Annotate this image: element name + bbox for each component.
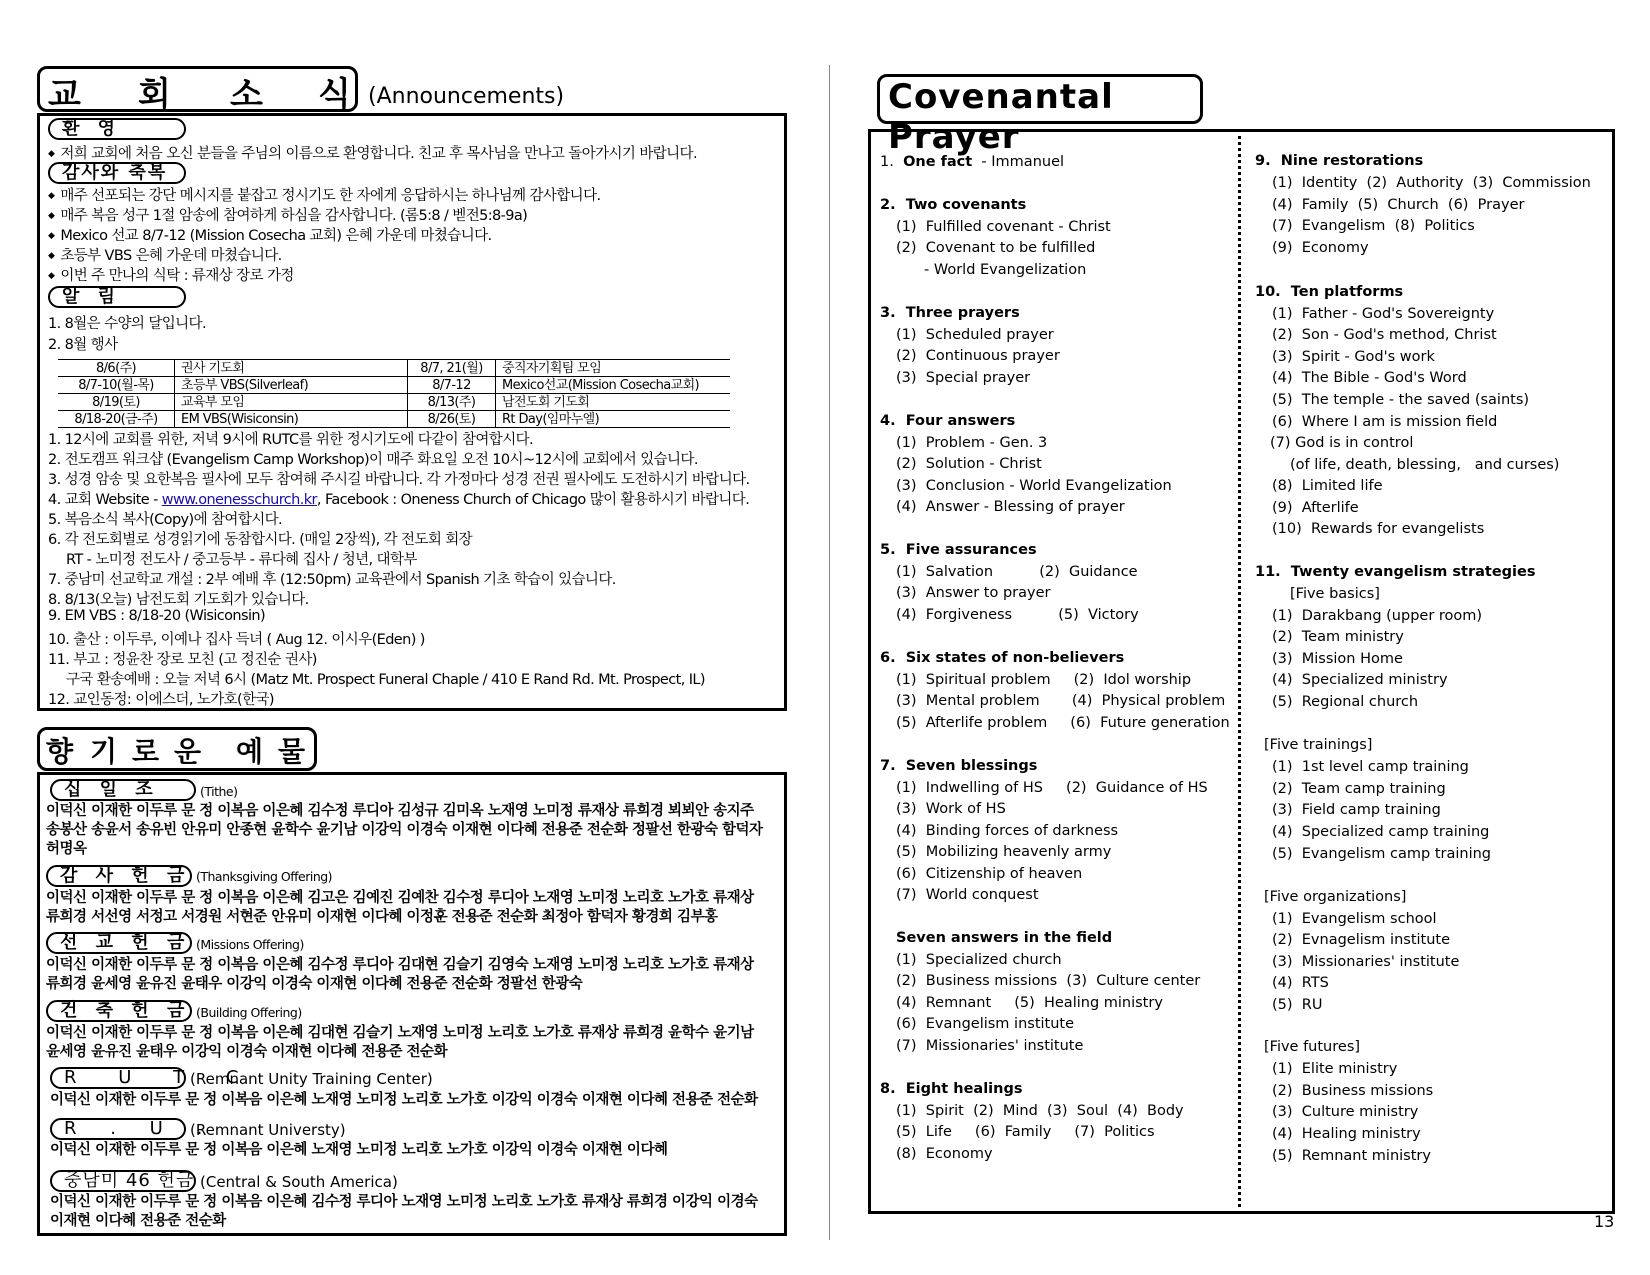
prayer-col1-item: (4) Answer - Blessing of prayer: [896, 499, 1125, 515]
notice-item: 7. 중남미 선교학교 개설 : 2부 예배 후 (12:50pm) 교육관에서 Spanish 기초 학습이 있습니다.: [48, 572, 616, 588]
prayer-col2-item: [Five organizations]: [1264, 889, 1407, 905]
thanks-label: 감사와 축복: [48, 162, 186, 184]
prayer-col2-item: [Five futures]: [1264, 1039, 1361, 1055]
prayer-col1-item: (3) Work of HS: [896, 801, 1006, 817]
column-divider: [1238, 129, 1241, 1214]
prayer-col1-item: (2) Solution - Christ: [896, 456, 1042, 472]
notice-item: 1. 12시에 교회를 위한, 저녁 9시에 RUTC를 위한 정시기도에 다같이 참여합시다.: [48, 432, 534, 448]
notice-item: 5. 복음소식 복사(Copy)에 참여합시다.: [48, 512, 283, 528]
prayer-col1-item: (1) Fulfilled covenant - Christ: [896, 219, 1111, 235]
prayer-col1-item: (5) Mobilizing heavenly army: [896, 844, 1112, 860]
prayer-col2-item: (1) Father - God's Sovereignty: [1272, 306, 1495, 322]
prayer-col1-item: (8) Economy: [896, 1146, 993, 1162]
notice-item: 구국 환송예배 : 오늘 저녁 6시 (Matz Mt. Prospect Funeral Chaple / 410 E Rand Rd. Mt. Prospect, IL): [66, 672, 705, 688]
prayer-col2-item: (5) Evangelism camp training: [1272, 846, 1492, 862]
prayer-col1-item: (4) Forgiveness (5) Victory: [896, 607, 1139, 623]
notice-item: 6. 각 전도회별로 성경읽기에 동참합시다. (매일 2장씩), 각 전도회 회장: [48, 532, 473, 548]
prayer-col1-heading: Seven answers in the field: [896, 930, 1113, 946]
prayer-col1-item: (2) Covenant to be fulfilled: [896, 240, 1096, 256]
prayer-col1-heading: 8. Eight healings: [880, 1081, 1023, 1097]
event-name: 초등부 VBS(Silverleaf): [175, 377, 408, 394]
title-char: 운: [174, 735, 202, 768]
missions-sub: (Missions Offering): [196, 937, 304, 952]
event-name: 권사 기도회: [175, 360, 408, 377]
notice-item: 10. 출산 : 이두루, 이예나 집사 득녀 ( Aug 12. 이시우(Eden) ): [48, 632, 425, 648]
tithe-sub: (Tithe): [200, 784, 238, 799]
prayer-col2-item: (4) RTS: [1272, 975, 1329, 991]
notice-item: 9. EM VBS : 8/18-20 (Wisiconsin): [48, 608, 266, 624]
announcements-title: [37, 66, 358, 115]
rutc-label: R U T C: [50, 1067, 186, 1089]
prayer-title: [877, 74, 1203, 157]
event-date: 8/7-12: [408, 377, 496, 394]
names-line: 류희경 윤세영 윤유진 윤태우 이강익 이경숙 이재현 이다혜 전용준 전순화 정팔선 한광숙: [46, 976, 583, 992]
welcome-label: 환 영: [48, 118, 186, 140]
prayer-col2-item: (1) Darakbang (upper room): [1272, 608, 1483, 624]
prayer-col1-heading: 6. Six states of non-believers: [880, 650, 1125, 666]
table-row: [58, 360, 730, 377]
prayer-col2-item: (7) Evangelism (8) Politics: [1272, 218, 1475, 234]
building-sub: (Building Offering): [196, 1005, 302, 1020]
website-link[interactable]: www.onenesschurch.kr: [161, 492, 317, 508]
table-row: [58, 411, 730, 428]
prayer-col1-heading: 5. Five assurances: [880, 542, 1037, 558]
prayer-col2-item: (4) Healing ministry: [1272, 1126, 1421, 1142]
table-row: [58, 377, 730, 394]
names-line: 이덕신 이재한 이두루 문 정 이복음 이은혜 노재영 노미정 노리호 노가호 이강익 이경숙 이재현 이다혜 전용준 전순화: [50, 1092, 758, 1108]
prayer-col2-item: (10) Rewards for evangelists: [1272, 521, 1485, 537]
event-name: Rt Day(임마누엘): [496, 411, 731, 428]
website-prefix: 4. 교회 Website -: [48, 492, 162, 508]
missions-label: 선 교 헌 금: [46, 932, 192, 954]
names-line: 이덕신 이재한 이두루 문 정 이복음 이은혜 김수정 루디아 김성규 김미옥 노재영 노미정 류재상 류희경 뵈뵈안 송지주: [46, 803, 754, 819]
notice-item: RT - 노미정 전도사 / 중고등부 - 류다혜 집사 / 청년, 대학부: [66, 552, 417, 568]
thanks-item: ◆ 이번 주 만나의 식탁 : 류재상 장로 가정: [48, 264, 294, 285]
prayer-col1-item: (5) Life (6) Family (7) Politics: [896, 1124, 1155, 1140]
event-date: 8/7, 21(월): [408, 360, 496, 377]
website-tail: , Facebook : Oneness Church of Chicago 많이 활용하시기 바랍니다.: [316, 492, 750, 508]
prayer-col2-item: (of life, death, blessing, and curses): [1290, 457, 1560, 473]
notice-item: 2. 전도캠프 워크샵 (Evangelism Camp Workshop)이 매주 화요일 오전 10시~12시에 교회에서 있습니다.: [48, 452, 698, 468]
prayer-col1-item: (2) Business missions (3) Culture center: [896, 973, 1201, 989]
prayer-col1-heading: 4. Four answers: [880, 413, 1016, 429]
event-date: 8/19(토): [58, 394, 175, 411]
prayer-col2-item: (6) Where I am is mission field: [1272, 414, 1498, 430]
prayer-col2-heading: 11. Twenty evangelism strategies: [1255, 564, 1536, 580]
title-char: 소: [230, 75, 263, 115]
notice-label: 알 림: [48, 286, 186, 308]
central-south-label: 중남미 46 헌금: [50, 1170, 196, 1192]
prayer-col2-item: (8) Limited life: [1272, 478, 1383, 494]
prayer-col2-item: (4) Specialized ministry: [1272, 672, 1448, 688]
prayer-col1-item: (1) Indwelling of HS (2) Guidance of HS: [896, 780, 1208, 796]
prayer-col2-heading: 9. Nine restorations: [1255, 153, 1424, 169]
notice-item: 8. 8/13(오늘) 남전도회 기도회가 있습니다.: [48, 592, 309, 608]
notice-intro: 2. 8월 행사: [48, 337, 118, 353]
announcements-box: [37, 113, 787, 711]
title-char: 식: [318, 75, 351, 115]
title-char: 향: [46, 735, 74, 768]
names-line: 이재현 이다혜 전용준 전순화: [50, 1213, 226, 1229]
names-line: 류희경 서선영 서정고 서경원 서현준 안유미 이재현 이다혜 이정훈 전용준 전순화 최정아 함덕자 황경희 김부홍: [46, 909, 718, 925]
prayer-col1-item: - World Evangelization: [924, 262, 1087, 278]
offerings-title: [37, 727, 317, 771]
ru-label: R . U .: [50, 1118, 186, 1140]
event-name: 중직자기획팀 모임: [496, 360, 731, 377]
prayer-col1-item: (1) Spiritual problem (2) Idol worship: [896, 672, 1192, 688]
prayer-col2-item: (2) Son - God's method, Christ: [1272, 327, 1497, 343]
event-date: 8/6(주): [58, 360, 175, 377]
prayer-col1-heading: 7. Seven blessings: [880, 758, 1038, 774]
page-divider: [829, 65, 830, 1240]
event-name: EM VBS(Wisiconsin): [175, 411, 408, 428]
event-date: 8/18-20(금-주): [58, 411, 175, 428]
thanks-item: ◆ 매주 선포되는 강단 메시지를 붙잡고 정시기도 한 자에게 응답하시는 하나님께 감사합니다.: [48, 184, 601, 205]
ru-sub: (Remnant Universty): [190, 1121, 346, 1139]
prayer-col2-item: (4) The Bible - God's Word: [1272, 370, 1467, 386]
prayer-col2-item: (9) Afterlife: [1272, 500, 1359, 516]
prayer-col1-item: (4) Remnant (5) Healing ministry: [896, 995, 1163, 1011]
prayer-col1-item: (1) Spirit (2) Mind (3) Soul (4) Body: [896, 1103, 1184, 1119]
event-name: Mexico선교(Mission Cosecha교회): [496, 377, 731, 394]
prayer-col1-item: (3) Mental problem (4) Physical problem: [896, 693, 1226, 709]
notice-intro: 1. 8월은 수양의 달입니다.: [48, 316, 206, 332]
names-line: 이덕신 이재한 이두루 문 정 이복음 이은혜 김수정 루디아 노재영 노미정 노리호 노가호 류재상 류희경 이강익 이경숙: [50, 1194, 758, 1210]
prayer-col1-item: 1. One fact - Immanuel: [880, 154, 1065, 170]
prayer-col2-item: (1) Identity (2) Authority (3) Commission: [1272, 175, 1591, 191]
prayer-col1-item: (7) World conquest: [896, 887, 1039, 903]
prayer-col1-item: (1) Problem - Gen. 3: [896, 435, 1048, 451]
prayer-col2-item: (4) Family (5) Church (6) Prayer: [1272, 197, 1525, 213]
rutc-sub: (Remnant Unity Training Center): [190, 1070, 433, 1088]
prayer-col1-item: (3) Answer to prayer: [896, 585, 1051, 601]
prayer-col2-item: (5) Remnant ministry: [1272, 1148, 1431, 1164]
prayer-col2-item: (1) Evangelism school: [1272, 911, 1437, 927]
prayer-col2-item: (2) Team camp training: [1272, 781, 1446, 797]
title-char: 물: [278, 735, 306, 768]
prayer-col2-item: (4) Specialized camp training: [1272, 824, 1490, 840]
prayer-col1-item: (3) Conclusion - World Evangelization: [896, 478, 1172, 494]
names-line: 이덕신 이재한 이두루 문 정 이복음 이은혜 김대현 김슬기 노재영 노미정 노리호 노가호 류재상 류희경 윤학수 윤기남: [46, 1025, 754, 1041]
names-line: 이덕신 이재한 이두루 문 정 이복음 이은혜 김고은 김예진 김예찬 김수정 루디아 노재영 노미정 노리호 노가호 류재상: [46, 890, 754, 906]
names-line: 윤세영 윤유진 윤태우 이강익 이경숙 이재현 이다혜 전용준 전순화: [46, 1044, 448, 1060]
prayer-col1-item: (5) Afterlife problem (6) Future generation: [896, 715, 1230, 731]
prayer-col2-item: (2) Evnagelism institute: [1272, 932, 1451, 948]
prayer-col1-item: (4) Binding forces of darkness: [896, 823, 1119, 839]
notice-item: 12. 교인동정: 이에스더, 노가호(한국): [48, 692, 274, 708]
title-char: 로: [132, 735, 160, 768]
names-line: 송봉산 송윤서 송유빈 안유미 안종현 윤학수 윤기남 이강익 이경숙 이재현 이다혜 전용준 전순화 정팔선 한광숙 함덕자: [46, 822, 763, 838]
title-char: 교: [48, 75, 81, 115]
announcements-title-en: (Announcements): [368, 84, 565, 109]
offerings-box: [37, 772, 787, 1236]
prayer-col1-item: (6) Citizenship of heaven: [896, 866, 1083, 882]
prayer-col1-item: (7) Missionaries' institute: [896, 1038, 1084, 1054]
thanksgiving-label: 감 사 헌 금: [46, 865, 192, 887]
names-line: 이덕신 이재한 이두루 문 정 이복음 이은혜 노재영 노미정 노리호 노가호 이강익 이경숙 이재현 이다혜: [50, 1142, 668, 1158]
prayer-col1-item: (6) Evangelism institute: [896, 1016, 1075, 1032]
event-date: 8/13(주): [408, 394, 496, 411]
prayer-col2-item: (3) Field camp training: [1272, 802, 1441, 818]
names-line: 이덕신 이재한 이두루 문 정 이복음 이은혜 김수정 루디아 김대현 김슬기 김영숙 노재영 노미정 노리호 노가호 류재상: [46, 957, 754, 973]
title-char: 예: [236, 735, 264, 768]
prayer-col1-item: (1) Scheduled prayer: [896, 327, 1054, 343]
event-date: 8/7-10(월-목): [58, 377, 175, 394]
prayer-col2-heading: 10. Ten platforms: [1255, 284, 1404, 300]
prayer-col2-item: (2) Team ministry: [1272, 629, 1404, 645]
prayer-col2-item: (1) 1st level camp training: [1272, 759, 1469, 775]
prayer-col2-item: (1) Elite ministry: [1272, 1061, 1398, 1077]
prayer-col1-item: (1) Specialized church: [896, 952, 1062, 968]
names-line: 허명옥: [46, 841, 87, 857]
prayer-col2-item: (9) Economy: [1272, 240, 1369, 256]
prayer-col2-item: (7) God is in control: [1270, 435, 1414, 451]
thanks-item: ◆ 초등부 VBS 은혜 가운데 마쳤습니다.: [48, 244, 282, 265]
welcome-text: ◆ 저희 교회에 처음 오신 분들을 주님의 이름으로 환영합니다. 친교 후 목사님을 만나고 돌아가시기 바랍니다.: [48, 142, 697, 163]
prayer-col2-item: (5) RU: [1272, 997, 1323, 1013]
thanks-item: ◆ 매주 복음 성구 1절 암송에 참여하게 하심을 감사합니다. (롬5:8 / 벧전5:8-9a): [48, 204, 527, 225]
notice-item: 3. 성경 암송 및 요한복음 필사에 모두 참여해 주시길 바랍니다. 각 가정마다 성경 전권 필사에도 도전하시기 바랍니다.: [48, 472, 750, 488]
prayer-col1-heading: 2. Two covenants: [880, 197, 1027, 213]
prayer-title-text: Covenantal Prayer: [888, 77, 1114, 157]
event-date: 8/26(토): [408, 411, 496, 428]
title-char: 회: [138, 75, 171, 115]
tithe-label: 십 일 조: [50, 779, 196, 801]
prayer-col1-item: (2) Continuous prayer: [896, 348, 1060, 364]
prayer-col2-item: [Five basics]: [1290, 586, 1380, 602]
thanks-item: ◆ Mexico 선교 8/7-12 (Mission Cosecha 교회) 은혜 가운데 마쳤습니다.: [48, 224, 492, 245]
prayer-col2-item: (5) Regional church: [1272, 694, 1419, 710]
prayer-col2-item: (3) Culture ministry: [1272, 1104, 1419, 1120]
prayer-col1-heading: 3. Three prayers: [880, 305, 1020, 321]
table-row: [58, 394, 730, 411]
prayer-col2-item: (2) Business missions: [1272, 1083, 1434, 1099]
prayer-col2-item: (5) The temple - the saved (saints): [1272, 392, 1530, 408]
page-number: 13: [1594, 1212, 1615, 1231]
prayer-col2-item: (3) Missionaries' institute: [1272, 954, 1460, 970]
thanksgiving-sub: (Thanksgiving Offering): [196, 869, 333, 884]
event-name: 남전도회 기도회: [496, 394, 731, 411]
notice-item: [48, 488, 749, 509]
prayer-col1-item: (1) Salvation (2) Guidance: [896, 564, 1138, 580]
prayer-col2-item: (3) Spirit - God's work: [1272, 349, 1435, 365]
prayer-col1-item: (3) Special prayer: [896, 370, 1031, 386]
title-char: 기: [90, 735, 118, 768]
event-name: 교육부 모임: [175, 394, 408, 411]
events-table: [58, 359, 730, 428]
prayer-col2-item: [Five trainings]: [1264, 737, 1373, 753]
notice-item: 11. 부고 : 정윤찬 장로 모친 (고 정진순 권사): [48, 652, 317, 668]
central-south-sub: (Central & South America): [200, 1173, 398, 1191]
prayer-col2-item: (3) Mission Home: [1272, 651, 1403, 667]
building-label: 건 축 헌 금: [46, 1000, 192, 1022]
